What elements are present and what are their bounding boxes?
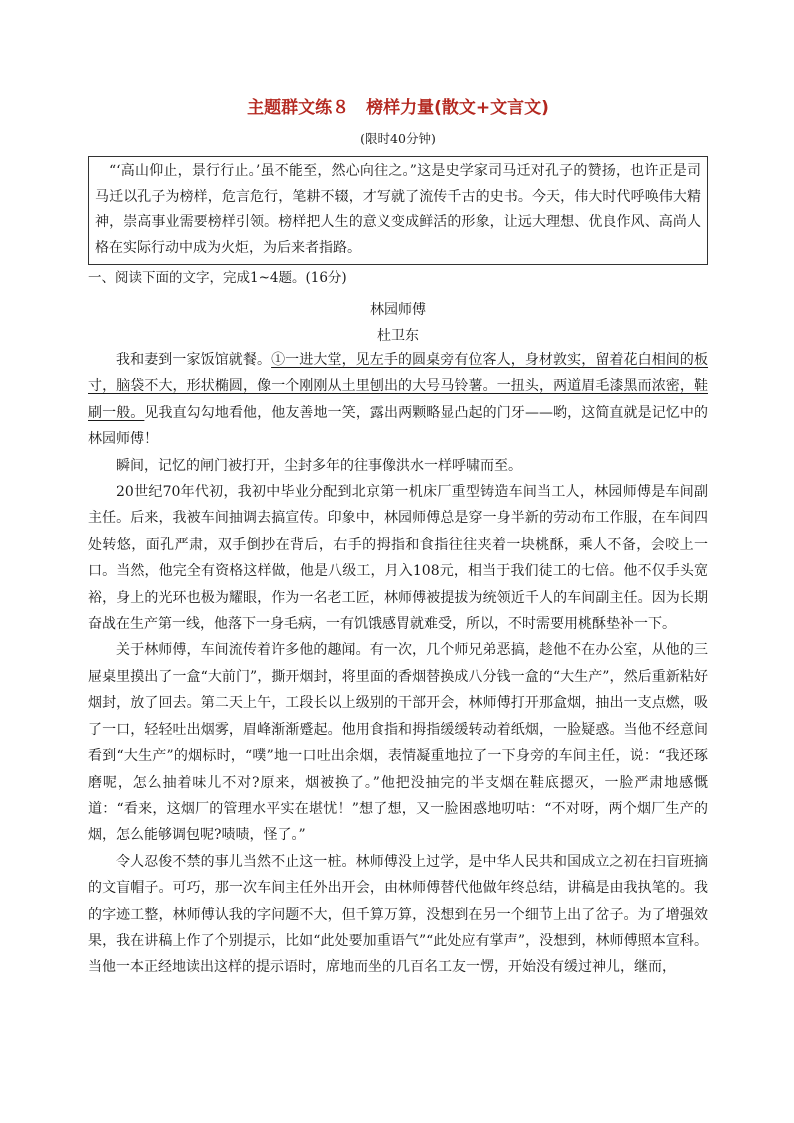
intro-box: [88, 156, 708, 265]
article-title: 林园师傅: [370, 302, 426, 318]
page-title: 主题群文练８ 榜样力量(散文+文言文): [247, 98, 549, 118]
paragraph-4: 关于林师傅，车间流传着许多他的趣闻。有一次，几个师兄弟恶搞，趁他不在办公室，从他的三屉桌里摸出了一盒“大前门”，撕开烟封，将里面的香烟替换成八分钱一盒的“大生产”，然后重新粘好烟封，放了回去。第二天上午，工段长以上级别的干部开会，林师傅打开那盒烟，抽出一支点燃，吸了一口，轻轻吐出烟雾，眉峰渐渐蹙起。他用食指和拇指缓缓转动着纸烟，一脸疑惑。当他不经意间看到“大生产”的烟标时，“噗”地一口吐出余烟，表情凝重地拉了一下身旁的车间主任，说：“我还琢磨呢，怎么抽着味儿不对?原来，烟被换了。”他把没抽完的半支烟在鞋底摁灭，一脸严肃地感慨道：“看来，这烟厂的管理水平实在堪忧！”想了想，又一脸困惑地叨咕：“不对呀，两个烟厂生产的烟，怎么能够调包呢?啧啧，怪了。”: [88, 642, 708, 844]
paragraph-5: 令人忍俊不禁的事儿当然不止这一桩。林师傅没上过学，是中华人民共和国成立之初在扫盲班摘的文盲帽子。可巧，那一次车间主任外出开会，由林师傅替代他做年终总结，讲稿是由我执笔的。我的字迹工整，林师傅认我的字问题不大，但千算万算，没想到在另一个细节上出了岔子。为了增强效果，我在讲稿上作了个别提示，比如“此处要加重语气”“此处应有掌声”，没想到，林师傅照本宣科。当他一本正经地读出这样的提示语时，席地而坐的几百名工友一愣，开始没有缓过神儿，继而，: [88, 853, 708, 976]
paragraph-1: [88, 347, 708, 453]
article-author: 杜卫东: [377, 328, 419, 344]
intro-text: “‘高山仰止，景行行止。’虽不能至，然心向往之。”这是史学家司马迁对孔子的赞扬，也许正是司马迁以孔子为榜样，危言危行，笔耕不辍，才写就了流传千古的史书。今天，伟大时代呼唤伟大精神，崇高事业需要榜样引领。榜样把人生的意义变成鲜活的形象，让远大理想、优良作风、高尚人格在实际行动中成为火炬，为后来者指路。: [95, 163, 701, 256]
question-instruction: 一、阅读下面的文字，完成1~4题。(16分): [88, 270, 347, 286]
paragraph-1-tail: 见我直勾勾地看他，他友善地一笑，露出两颗略显凸起的门牙——哟，这简直就是记忆中的林园师傅！: [88, 404, 709, 448]
paragraph-2: 瞬间，记忆的闸门被打开，尘封多年的往事像洪水一样呼啸而至。: [116, 457, 522, 474]
document-page: [88, 96, 708, 981]
underlined-passage-1: ①一进大堂，见左手的圆桌旁有位客人，身材敦实，留着花白相间的板寸，脑袋不大，形状椭圆，像一个刚刚从土里刨出的大号马铃薯。一扭头，两道眉毛漆黑而浓密，鞋刷一般。: [88, 352, 709, 421]
paragraph-1-lead: 我和妻到一家饭馆就餐。: [116, 352, 272, 368]
time-limit: (限时40分钟): [360, 131, 436, 146]
paragraph-3: 20世纪70年代初，我初中毕业分配到北京第一机床厂重型铸造车间当工人，林园师傅是车间副主任。后来，我被车间抽调去搞宣传。印象中，林园师傅总是穿一身半新的劳动布工作服，在车间四处转悠，面孔严肃，双手倒抄在背后，右手的拇指和食指往往夹着一块桃酥，乘人不备，会咬上一口。当然，他完全有资格这样做，他是八级工，月入108元，相当于我们徒工的七倍。他不仅手头宽裕，身上的光环也极为耀眼，作为一名老工匠，林师傅被提拔为统领近千人的车间副主任。因为长期奋战在生产第一线，他落下一身毛病，一有饥饿感胃就难受，所以，不时需要用桃酥垫补一下。: [88, 484, 708, 633]
